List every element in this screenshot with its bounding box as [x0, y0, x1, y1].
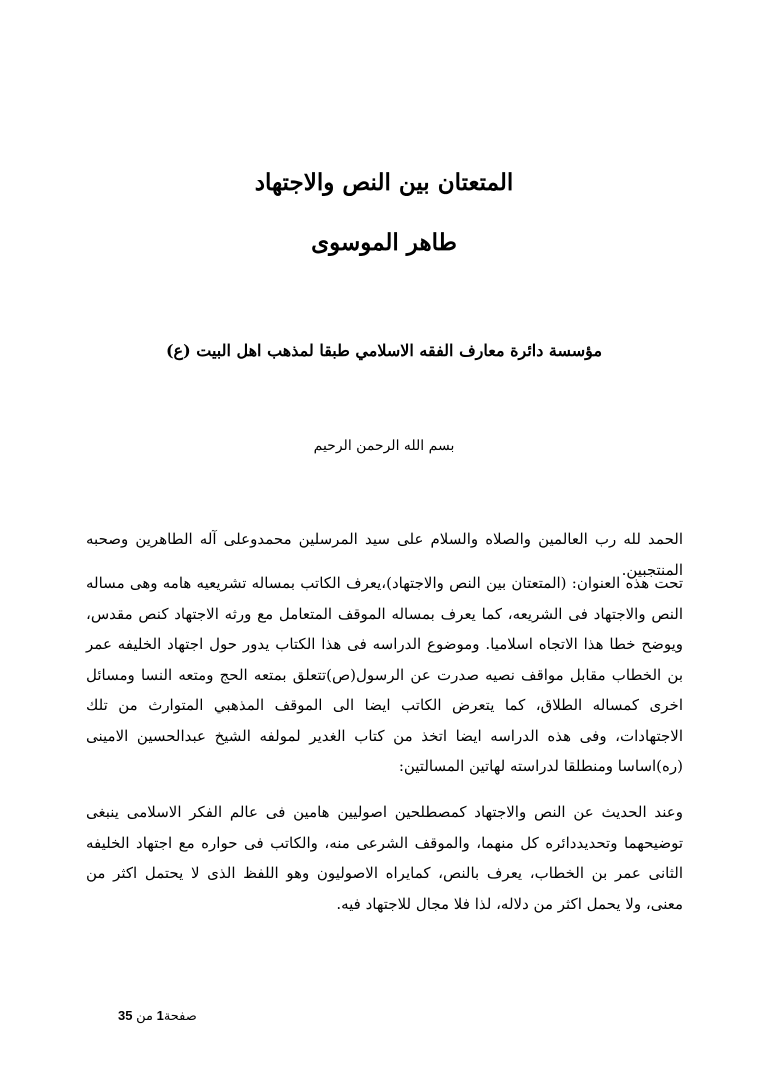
publisher-line: مؤسسة دائرة معارف الفقه الاسلامي طبقا لمذهب اهل البيت (ع)	[165, 341, 603, 360]
document-title: المتعتان بين النص والاجتهاد	[254, 169, 514, 196]
footer-separator: من	[136, 1008, 153, 1023]
page-footer	[118, 1007, 197, 1025]
footer-total-pages: 35	[118, 1008, 133, 1023]
footer-page-number: 1	[156, 1008, 164, 1023]
paragraph-introduction: تحت هذه العنوان: (المتعتان بين النص والاجتهاد)،يعرف الكاتب بمساله تشريعيه هامه وهى مساله النص والاجتهاد فى الشريعه، كما يعرف بمساله الموقف المتعامل مع ورثه الاجتهاد كنص مقدس، ويوضح خطا هذا الاتجاه اسلاميا. وموضوع الدراسه فى هذا الكتاب يدور حول اجتهاد الخليفه عمر بن الخطاب مقابل مواقف نصيه صدرت عن الرسول(ص)تتعلق بمتعه الحج ومتعه النسا ومسائل اخرى كمساله الطلاق، كما يتعرض الكاتب ايضا الى الموقف المذهبي المتوارث من تلك الاجتهادات، وفى هذه الدراسه ايضا اتخذ من كتاب الغدير لمولفه الشيخ عبدالحسين الامينى (ره)اساسا ومنطلقا لدراسته لهاتين المسالتين:	[86, 574, 683, 775]
paragraph-definition: وعند الحديث عن النص والاجتهاد كمصطلحين اصوليين هامين فى عالم الفكر الاسلامى ينبغى توضيحهما وتحديددائره كل منهما، والموقف الشرعى منه، والكاتب فى حواره مع اجتهاد الخليفه الثانى عمر بن الخطاب، يعرف بالنص، كمايراه الاصوليون وهو اللفظ الذى لا يحتمل اكثر من معنى، ولا يحمل اكثر من دلاله، لذا فلا مجال للاجتهاد فيه.	[86, 803, 683, 913]
paragraph-opening: الحمد لله رب العالمين والصلاه والسلام على سيد المرسلين محمدوعلى آله الطاهرين وصحبه المنتجبين.	[86, 530, 683, 579]
footer-page-word: صفحة	[163, 1008, 197, 1023]
author-name: طاهر الموسوى	[311, 229, 457, 256]
basmala: بسم الله الرحمن الرحيم	[313, 438, 455, 454]
